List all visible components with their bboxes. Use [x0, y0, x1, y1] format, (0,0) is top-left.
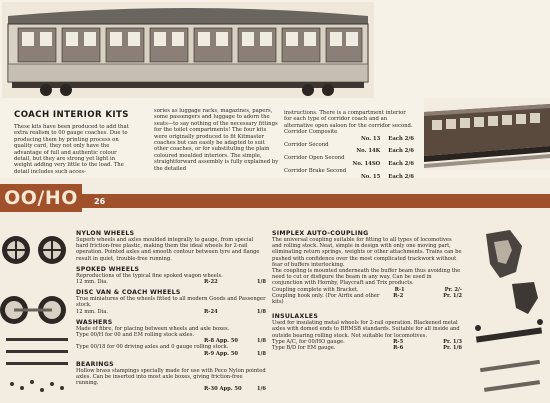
disc-wheels-heading: DISC VAN & COACH WHEELS — [76, 289, 181, 297]
nylon-wheels-heading: NYLON WHEELS — [76, 230, 135, 237]
insulaxles-price-1: Pr. 1/3 — [443, 338, 462, 345]
nylon-wheels-text: Superb wheels and axles moulded integrally to gauge, from special hard friction-free plastic, making them the ideal wheels for 2-rail operation. Pointed axles and smooth contour between tyre and flange result in quiet, trouble-free running. — [76, 237, 260, 262]
section-banner-bar — [82, 194, 550, 208]
insulaxles-heading: INSULAXLES — [272, 313, 319, 321]
coach-kit-name: Corridor Brake Second — [284, 167, 347, 174]
coach-interior-illustration — [2, 2, 374, 98]
disc-wheels-price-row — [76, 309, 266, 315]
coach-kit-price: Each 2/6 — [388, 174, 414, 181]
bearings-price: 1/6 — [256, 386, 266, 393]
washers-text-3: Type 00/18 for 00 driving axles and 0 gauge rolling stock. — [76, 344, 229, 351]
washers-heading: WASHERS — [76, 318, 113, 326]
coach-kit-name: Corridor Composite — [284, 129, 338, 136]
coach-kit-code: No. 15 — [360, 174, 381, 181]
spoked-wheels-price-row — [76, 279, 266, 285]
washers-code-1: R-8 App. 50 — [204, 338, 238, 345]
spoked-wheels-text: Reproductions of the typical fine spoked wagon wheels. — [76, 272, 223, 279]
insulaxles-price-row-2 — [272, 345, 462, 351]
coach-kit-code: No. 14SO — [352, 161, 381, 168]
coach-kit-name: Corridor Open Second — [284, 154, 345, 161]
coach-photo — [424, 98, 550, 170]
bearings-heading: BEARINGS — [76, 360, 114, 368]
coupling-price-1: Pr. 2/- — [444, 286, 462, 293]
coupling-desc-2: Coupling hook only. (For Airfix and other kits) — [272, 292, 380, 306]
spoked-wheels-diameter: 12 mm. Dia. — [76, 279, 108, 286]
coach-kits-text-1: These kits have been produced to add that extra realism to 00 gauge coaches. Due to producing them by printing process on quality card, they not only have the advantage of full and authentic colour detail, but they are strong yet light in weight adding very little to the load. The detail includes such acces- — [14, 124, 129, 175]
coach-kit-code: No. 13 — [360, 135, 381, 142]
auto-coupling-text-2: The coupling is mounted underneath the buffer beam thus avoiding the need to cut or disfigure the beam in any way. Can be used in conjunction with Hornby, Playcraft and Trix products. — [272, 268, 461, 287]
insulaxles-code-1: R-5 — [393, 338, 404, 345]
washers-text-1: Made of fibre, for placing between wheels and axle boxes. — [76, 325, 230, 332]
coach-kit-price: Each 2/6 — [388, 148, 414, 155]
insulaxles-price-2: Pr. 1/6 — [443, 345, 462, 352]
spoked-wheels-price: 1/8 — [256, 279, 266, 286]
washers-price-2: 1/8 — [256, 350, 266, 357]
disc-wheels-price: 1/8 — [256, 308, 266, 315]
wheels-illustration — [0, 226, 74, 403]
coupling-price-2: Pr. 1/2 — [443, 292, 462, 299]
coupling-price-row-2 — [272, 293, 462, 305]
insulaxles-desc-2: Type B/D for EM gauge. — [272, 345, 336, 352]
coach-kit-price-list — [284, 129, 414, 180]
coupling-code-2: R-2 — [393, 292, 404, 299]
coach-kit-price: Each 2/6 — [388, 135, 414, 142]
coach-kit-name: Corridor Second — [284, 142, 329, 149]
bearings-code: R-30 App. 50 — [204, 386, 242, 393]
spoked-wheels-code: R-22 — [204, 279, 218, 286]
washers-code-2: R-9 App. 50 — [204, 350, 238, 357]
insulaxles-desc-1: Type A/C, for 00/HO gauge. — [272, 338, 345, 345]
washers-price-row-2 — [76, 351, 266, 357]
washers-text-2: Type 00/H for 00 and EM rolling stock axles. — [76, 332, 195, 339]
auto-coupling-text-1: The universal coupling suitable for fitting to all types of locomotives and rolling stock. Neat, simple in design with only one moving part, eliminating return springs, weights or other attachments. Trains can be pushed with confidence over the most complicated trackwork without fear of buffers interlocking. — [272, 237, 462, 268]
coach-kits-column-2 — [154, 108, 280, 172]
coach-kits-title: COACH INTERIOR KITS — [14, 110, 129, 120]
coach-kit-price-row — [284, 174, 414, 180]
disc-wheels-diameter: 12 mm. Dia. — [76, 308, 108, 315]
coupling-desc-1: Coupling complete with Bracket. — [272, 286, 359, 293]
coach-kits-text-3: instructions. There is a compartment interior for each type of corridor coach and an alternative open saloon for the corridor second. — [284, 110, 413, 129]
disc-wheels-text: True miniatures of the wheels fitted to all modern Goods and Passenger stock. — [76, 296, 266, 309]
coach-kit-price: Each 2/6 — [388, 161, 414, 168]
coach-kits-column-1 — [14, 124, 132, 175]
bearings-desc — [76, 386, 196, 392]
gauge-logo: OO/HO — [0, 184, 82, 212]
coupling-code-1: R-1 — [394, 286, 405, 293]
spoked-wheels-heading: SPOKED WHEELS — [76, 265, 140, 273]
insulaxles-text: Used for insulating metal wheels for 2-rail operation. Blackened metal axles with domed ends to BRMSB standards. Suitable for all inside and outside bearing rolling stock. Not suitable for locomotives. — [272, 320, 460, 339]
wheels-column — [76, 226, 266, 393]
washers-price-1: 1/8 — [256, 338, 266, 345]
insulaxles-code-2: R-6 — [393, 345, 404, 352]
coupling-column — [272, 226, 462, 351]
washers-desc-2 — [76, 351, 196, 357]
coach-kit-code: No. 14K — [356, 148, 381, 155]
page-number: 26 — [94, 197, 106, 206]
disc-wheels-code: R-24 — [204, 308, 218, 315]
bearings-price-row — [76, 386, 266, 392]
bearings-text: Hollow brass stampings specially made for use with Peco Nylon pointed axles. Can be inserted into most axle boxes, giving friction-free running. — [76, 367, 266, 387]
auto-coupling-heading: SIMPLEX AUTO-COUPLING — [272, 230, 369, 237]
coach-kits-text-2: sories as luggage racks, magazines, papers, some passengers and luggage to adorn the seats—to say nothing of the necessary fittings for the toilet compartments! The four kits were originally produced to fit Kitmaster coaches but can easily be adapted to suit other coaches, or for substituting the plain coloured moulded interiors. The simple, straightforward assembly is fully explained by the detailed — [154, 108, 279, 172]
coach-kits-column-3 — [284, 110, 414, 180]
coupling-illustration — [466, 224, 550, 403]
